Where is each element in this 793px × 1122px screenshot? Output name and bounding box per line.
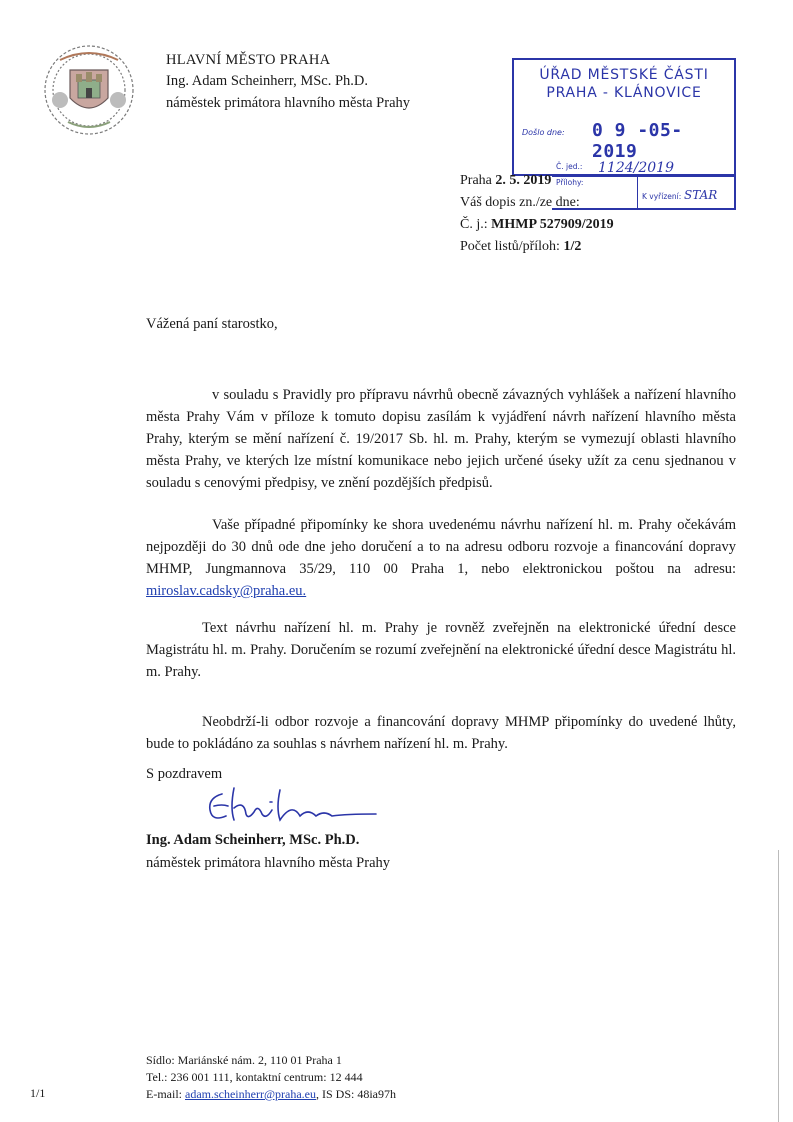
stamp-ref-label: Č. jed.: bbox=[556, 162, 583, 171]
email-link-scheinherr[interactable]: adam.scheinherr@praha.eu bbox=[185, 1087, 316, 1101]
paragraph-3: Text návrhu nařízení hl. m. Prahy je rovněž zveřejněn na elektronické úřední desce Magistrátu hl. m. Prahy. Doručením se rozumí zveřejnění na elektronické úřední desce Magistrátu hl. m. Prahy. bbox=[146, 620, 736, 680]
file-reference: Č. j.: MHMP 527909/2019 bbox=[460, 217, 614, 232]
closing-regards: S pozdravem bbox=[146, 766, 223, 782]
footer-email: E-mail: adam.scheinherr@praha.eu, IS DS: 48ia97h bbox=[146, 1087, 397, 1101]
signatory-role: náměstek primátora hlavního města Prahy bbox=[146, 855, 391, 871]
stamp-handling-label: K vyřízení: bbox=[642, 192, 682, 201]
scan-edge-line bbox=[778, 850, 779, 1122]
stamp-received-date: 0 9 -05- 2019 bbox=[592, 120, 683, 162]
page-count: Počet listů/příloh: 1/2 bbox=[460, 239, 582, 254]
handwritten-signature bbox=[200, 780, 380, 832]
page-number: 1/1 bbox=[30, 1086, 46, 1100]
stamp-office-district: PRAHA - KLÁNOVICE bbox=[546, 85, 702, 101]
paragraph-2: Vaše případné připomínky ke shora uvedenému návrhu nařízení hl. m. Prahy očekávám nejpozději do 30 dnů ode dne jeho doručení a to na adresu odboru rozvoje a financování dopravy MHMP, Jungmannova 35/29, 110 00 Praha 1, nebo elektronickou poštou na adresu: miroslav.cadsky@praha.eu. bbox=[146, 517, 736, 599]
stamp-office: ÚŘAD MĚSTSKÉ ČÁSTI bbox=[539, 67, 709, 83]
stamp-attachments-label: Přílohy: bbox=[556, 178, 584, 187]
prague-coat-of-arms-icon bbox=[40, 40, 138, 136]
paragraph-4: Neobdrží-li odbor rozvoje a financování dopravy MHMP připomínky do uvedené lhůty, bude to pokládáno za souhlas s návrhem nařízení hl. m. Prahy. bbox=[146, 714, 736, 752]
place-date: Praha 2. 5. 2019 bbox=[460, 173, 552, 188]
footer-phone: Tel.: 236 001 111, kontaktní centrum: 12 444 bbox=[146, 1070, 363, 1084]
paragraph-1: v souladu s Pravidly pro přípravu návrhů obecně závazných vyhlášek a nařízení hlavního města Prahy Vám v příloze k tomuto dopisu zasílám k vyjádření návrh nařízení hlavního města Prahy, kterým se mění nařízení č. 19/2017 Sb. hl. m. Prahy, kterým se vymezují oblasti hlavního města Prahy, ve kterých lze místní komunikace nebo jejich určené úseky užít za cenu sjednanou v souladu s cenovými předpisy, ve znění pozdějších předpisů. bbox=[146, 387, 736, 491]
sender-name: Ing. Adam Scheinherr, MSc. Ph.D. bbox=[166, 73, 368, 89]
sender-role: náměstek primátora hlavního města Prahy bbox=[166, 95, 411, 111]
footer-address: Sídlo: Mariánské nám. 2, 110 01 Praha 1 bbox=[146, 1053, 342, 1067]
stamp-handling-value: STAR bbox=[684, 188, 718, 202]
salutation: Vážená paní starostko, bbox=[146, 316, 278, 332]
stamp-received-label: Došlo dne: bbox=[522, 128, 565, 137]
institution-name: HLAVNÍ MĚSTO PRAHA bbox=[166, 52, 331, 68]
signatory-name: Ing. Adam Scheinherr, MSc. Ph.D. bbox=[146, 832, 360, 848]
email-link-cadsky[interactable]: miroslav.cadsky@praha.eu. bbox=[146, 583, 307, 599]
stamp-ref-value: 1124/2019 bbox=[598, 160, 674, 176]
your-letter-ref: Váš dopis zn./ze dne: bbox=[460, 195, 580, 210]
